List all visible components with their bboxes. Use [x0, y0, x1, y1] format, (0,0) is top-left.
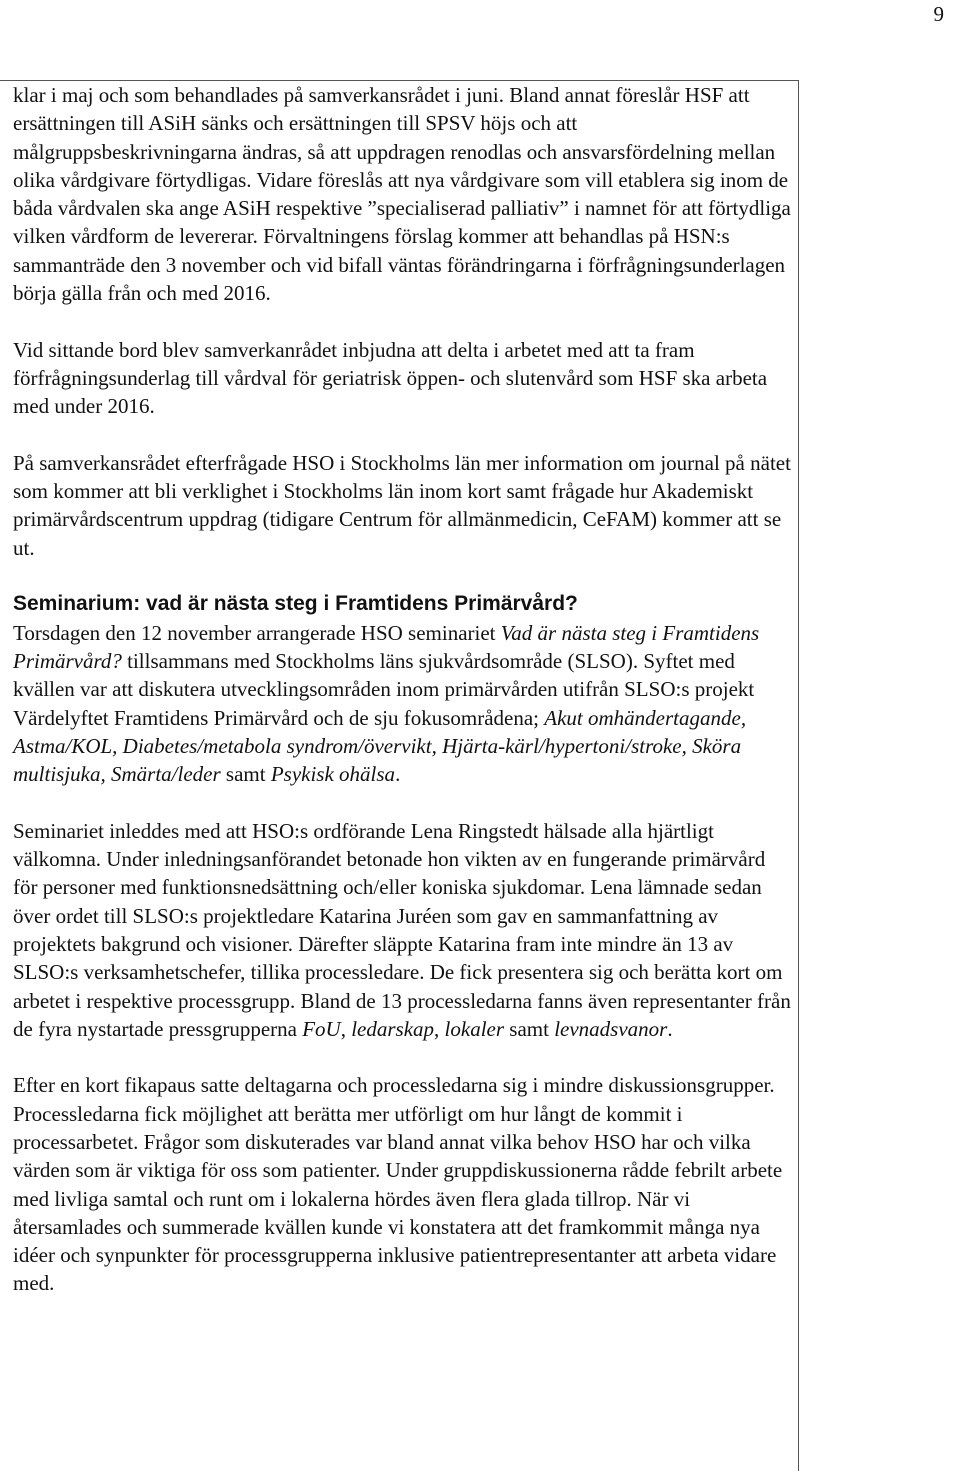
paragraph-hsf-proposal: klar i maj och som behandlades på samverkansrådet i juni. Bland annat föreslår HSF att ersättningen till ASiH sänks och ersättningen till SPSV höjs och att målgruppsbeskrivningarna ändras, så att uppdragen renodlas och ansvarsfördelning mellan olika vårdgivare förtydligas. Vidare föreslås att nya vårdgivare som vill etablera sig inom de båda vårdvalen ska ange ASiH respektive ”specialiserad palliativ” i namnet för att förtydliga vilken vårdform de levererar. Förvaltningens förslag kommer att behandlas på HSN:s sammanträde den 3 november och vid bifall väntas förändringarna i förfrågningsunderlagen börja gälla från och med 2016.	[13, 83, 791, 306]
text-run: ,	[434, 1016, 445, 1041]
text-run: samt	[504, 1016, 555, 1041]
document-body	[13, 81, 793, 1298]
text-run: ,	[340, 1016, 352, 1041]
paragraph-seminar-opening	[13, 817, 793, 1043]
paragraph-journal-online: På samverkansrådet efterfrågade HSO i Stockholms län mer information om journal på nätet som kommer att bli verklighet i Stockholms län inom kort samt frågade hur Akademiskt primärvårdscentrum uppdrag (tidigare Centrum för allmänmedicin, CeFAM) kommer att se ut.	[13, 450, 791, 560]
seminar-title-italic: Vad är nästa steg i Framtidens Primärvård?	[13, 620, 760, 673]
group-levnadsvanor-italic: levnadsvanor	[554, 1016, 668, 1041]
text-run: Seminariet inleddes med att HSO:s ordförande Lena Ringstedt hälsade alla hjärtligt välkomna. Under inledningsanförandet betonade hon vikten av en fungerande primärvård för personer med funktionsnedsättning och/eller koniska sjukdomar. Lena lämnade sedan över ordet till SLSO:s projektledare Katarina Juréen som gav en sammanfattning av projektets bakgrund och visioner. Därefter släppte Katarina fram inte mindre än 13 av SLSO:s verksamhetschefer, tillika processledare. De fick presentera sig och berätta kort om arbetet i respektive processgrupp. Bland de 13 processledarna fanns även representanter från de fyra nystartade pressgrupperna	[13, 818, 791, 1041]
focus-areas-italic: Akut omhändertagande, Astma/KOL, Diabetes/metabola syndrom/övervikt, Hjärta-kärl/hypertoni/stroke, Sköra multisjuka, Smärta/leder	[13, 705, 747, 787]
page-number: 9	[933, 2, 944, 26]
text-run: Torsdagen den 12 november arrangerade HSO seminariet	[13, 620, 501, 645]
text-run: .	[667, 1016, 673, 1041]
paragraph-seminar-intro	[13, 619, 793, 789]
text-run: .	[395, 762, 401, 787]
paragraph-geriatric-care: Vid sittande bord blev samverkanrådet inbjudna att delta i arbetet med att ta fram förfrågningsunderlag till vårdval för geriatrisk öppen- och slutenvård som HSF ska arbeta med under 2016.	[13, 337, 768, 419]
group-fou-italic: FoU	[302, 1016, 341, 1041]
section-heading-seminar: Seminarium: vad är nästa steg i Framtidens Primärvård?	[13, 592, 578, 616]
right-margin-rule	[798, 80, 799, 1471]
group-ledarskap-italic: ledarskap	[351, 1016, 435, 1041]
text-run: samt	[220, 762, 271, 787]
group-lokaler-italic: lokaler	[444, 1016, 505, 1041]
paragraph-group-discussions: Efter en kort fikapaus satte deltagarna och processledarna sig i mindre diskussionsgrupper. Processledarna fick möjlighet att berätta mer utförligt om hur långt de kommit i processarbetet. Frågor som diskuterades var bland annat vilka behov HSO har och vilka värden som är viktiga för oss som patienter. Under gruppdiskussionerna rådde febrilt arbete med livliga samtal och runt om i lokalerna hördes även flera glada tillrop. När vi återsamlades och summerade kvällen kunde vi konstatera att det framkommit många nya idéer och synpunkter för processgrupperna inklusive patientrepresentanter att arbeta vidare med.	[13, 1073, 783, 1296]
focus-area-last-italic: Psykisk ohälsa	[270, 762, 396, 787]
text-run: tillsammans med Stockholms läns sjukvårdsområde (SLSO). Syftet med kvällen var att diskutera utvecklingsområden inom primärvården utifrån SLSO:s projekt Värdelyftet Framtidens Primärvård och de sju fokusområdena;	[13, 648, 755, 730]
